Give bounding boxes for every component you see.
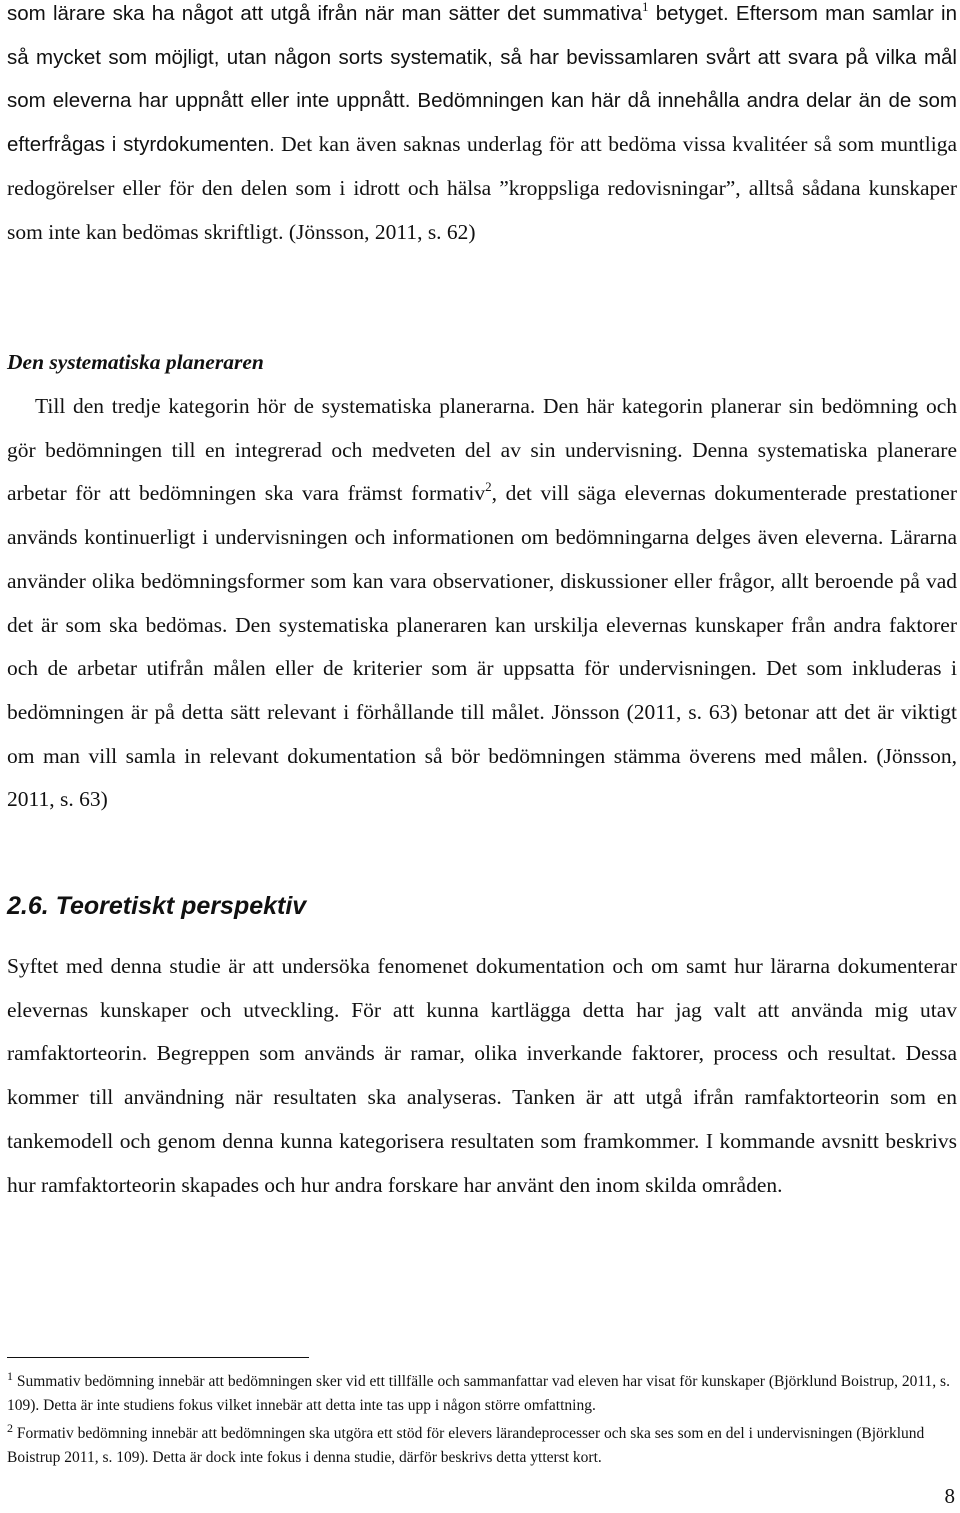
footnote-2: [7, 1422, 957, 1470]
paragraph-text: , det vill säga elevernas dokumenterade prestationer används kontinuerligt i undervisningen och informationen om bedömningarna delges även eleverna. Lärarna använder olika bedömningsformer som kan vara observationer, diskussioner eller frågor, allt beroende på vad det är som ska bedömas. Den systematiska planeraren kan urskilja elevernas kunskaper från andra faktorer och de arbetar utifrån målen eller de kriterier som är uppsatta för undervisningen. Det som inkluderas i bedömningen är på detta sätt relevant i förhållande till målet. Jönsson (2011, s. 63) betonar att det är viktigt om man vill samla in relevant dokumentation så bör bedömningen stämma överens med målen. (Jönsson, 2011, s. 63): [7, 481, 957, 812]
footnote-marker: 1: [7, 1369, 13, 1383]
paragraph-text: betyget. Eftersom man samlar in så mycket som möjligt, utan någon sorts systematik, så har bevissamlaren svårt att svara på vilka mål som eleverna har uppnått eller inte uppnått. Bedömningen kan här då innehålla andra delar än de som efterfrågas i styrdokumenten.: [7, 2, 957, 157]
footnote-ref-2: 2: [485, 479, 492, 495]
section-heading: 2.6. Teoretiskt perspektiv: [7, 892, 307, 920]
paragraph-text: som lärare ska ha något att utgå ifrån när man sätter det summativa: [7, 2, 642, 25]
paragraph-systematic-planner: [7, 385, 957, 822]
footnote-text: Summativ bedömning innebär att bedömningen sker vid ett tillfälle och sammanfattar vad eleven har visat för kunskaper (Björklund Boistrup, 2011, s. 109). Detta är inte studiens fokus vilket innebär att detta inte tas upp i någon större omfattning.: [7, 1373, 950, 1414]
paragraph-text: Till den tredje kategorin hör de systematiska planerarna. Den här kategorin planerar sin bedömning och gör bedömningen till en integrerad och medveten del av sin undervisning. Denna systematiska planerare arbetar för att bedömningen ska vara främst formativ: [7, 394, 957, 506]
paragraph-text: Det kan även saknas underlag för att bedöma vissa kvalitéer så som muntliga redogörelser eller för den delen som i idrott och hälsa ”kroppsliga redovisningar”, alltså sådana kunskaper som inte kan bedömas skriftligt. (Jönsson, 2011, s. 62): [7, 132, 957, 244]
paragraph-bevissamlaren: [7, 0, 957, 254]
page-number: 8: [944, 1484, 955, 1508]
footnote-text: Formativ bedömning innebär att bedömningen ska utgöra ett stöd för elevers lärandeprocesser och ska ses som en del i undervisningen (Björklund Boistrup 2011, s. 109). Detta är dock inte fokus i denna studie, därför beskrivs detta ytterst kort.: [7, 1425, 925, 1466]
footnote-separator: [7, 1357, 309, 1358]
subheading-systematic-planner: Den systematiska planeraren: [7, 350, 264, 374]
footnote-1: [7, 1370, 957, 1418]
footnote-marker: 2: [7, 1421, 13, 1435]
footnote-ref-1: 1: [641, 0, 649, 14]
paragraph-theoretical-perspective: Syftet med denna studie är att undersöka fenomenet dokumentation och om samt hur lärarna dokumenterar elevernas kunskaper och utveckling. För att kunna kartlägga detta har jag valt att använda mig utav ramfaktorteorin. Begreppen som används är ramar, olika inverkande faktorer, process och resultat. Dessa kommer till användning när resultaten ska analyseras. Tanken är att utgå ifrån ramfaktorteorin som en tankemodell och genom denna kunna kategorisera resultaten som framkommer. I kommande avsnitt beskrivs hur ramfaktorteorin skapades och hur andra forskare har använt den inom skilda områden.: [7, 954, 957, 1197]
